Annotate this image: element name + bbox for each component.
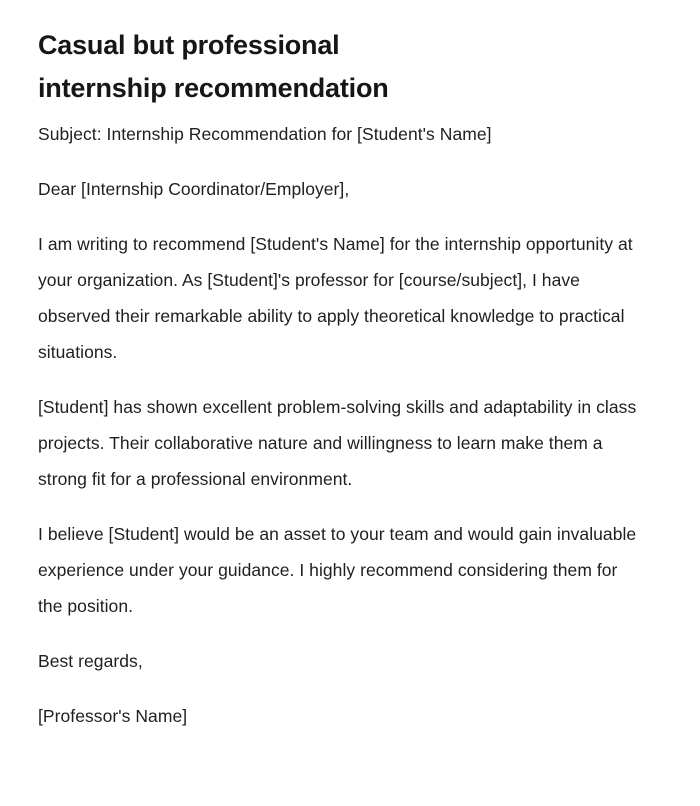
paragraph-endorsement: I believe [Student] would be an asset to your team and would gain invaluable experience under your guidance. I highly recommend considering them for the position.: [38, 524, 637, 616]
paragraph-closing: Best regards,: [38, 651, 143, 671]
paragraph-subject: Subject: Internship Recommendation for [Student's Name]: [38, 124, 492, 144]
paragraph-intro: I am writing to recommend [Student's Name] for the internship opportunity at your organization. As [Student]'s professor for [course/subject], I have observed their remarkable ability to apply theoretical knowledge to practical situations.: [38, 234, 633, 362]
paragraph-salutation: Dear [Internship Coordinator/Employer],: [38, 179, 350, 199]
paragraph-signature: [Professor's Name]: [38, 706, 188, 726]
document-body: [38, 116, 638, 734]
page-title: Casual but professional internship recommendation: [38, 30, 389, 103]
paragraph-skills: [Student] has shown excellent problem-solving skills and adaptability in class projects. Their collaborative nature and willingness to learn make them a strong fit for a professional environment.: [38, 397, 637, 489]
